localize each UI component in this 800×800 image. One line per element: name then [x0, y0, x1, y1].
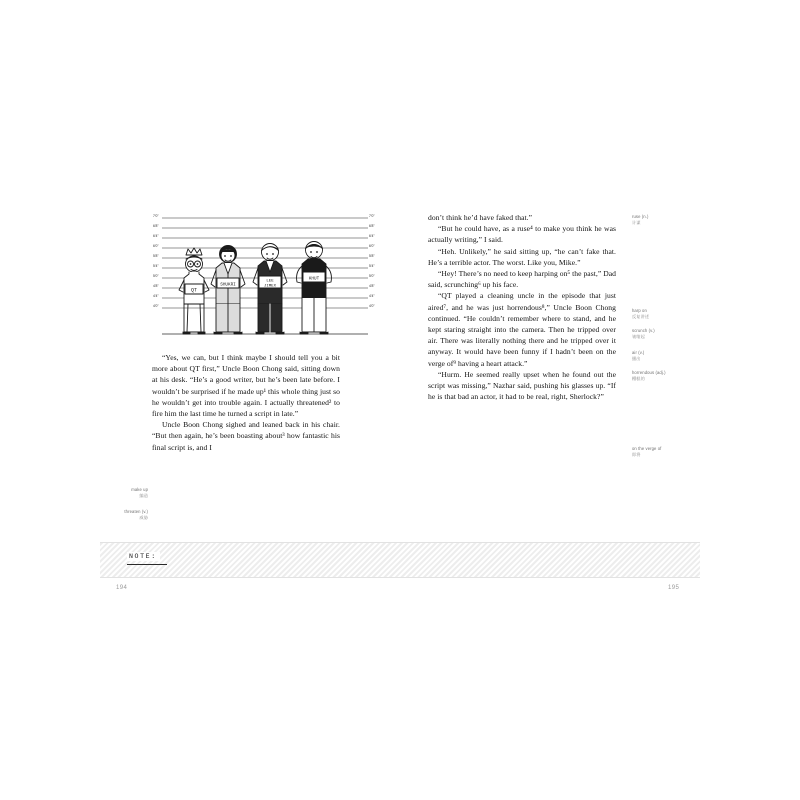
svg-text:5'4": 5'4": [153, 264, 159, 268]
book-spread: [100, 200, 700, 600]
margin-note-translation: 即将: [632, 452, 641, 457]
paragraph: Uncle Boon Chong sighed and leaned back in his chair. “But then again, he’s been boasting about³ how fantastic his final script is, and I: [152, 420, 340, 452]
margin-note-term: ruse (n.): [632, 214, 649, 219]
police-lineup-illustration: [152, 212, 378, 342]
svg-text:5'0": 5'0": [369, 274, 375, 278]
margin-note: [632, 350, 678, 362]
svg-text:5'8": 5'8": [369, 254, 375, 258]
margin-note-term: on the verge of: [632, 446, 662, 451]
svg-text:LEE: LEE: [266, 279, 274, 284]
svg-text:4'0": 4'0": [153, 304, 159, 308]
svg-text:6'0": 6'0": [369, 244, 375, 248]
left-page-text: [152, 352, 340, 453]
margin-note-translation: 播出: [632, 356, 641, 361]
svg-text:4'0": 4'0": [369, 304, 375, 308]
margin-note-translation: 糟糕的: [632, 376, 645, 381]
right-page-text: [428, 212, 616, 402]
margin-note: [632, 446, 678, 458]
note-strip: [100, 542, 700, 578]
svg-text:4'8": 4'8": [369, 284, 375, 288]
note-label: NOTE:: [127, 552, 160, 561]
svg-text:6'8": 6'8": [153, 224, 159, 228]
svg-text:4'4": 4'4": [369, 294, 375, 298]
left-page: [100, 200, 400, 600]
margin-note: [102, 509, 148, 521]
margin-note: [632, 214, 678, 226]
svg-text:5'8": 5'8": [153, 254, 159, 258]
paragraph: “QT played a cleaning uncle in the episode that just aired⁷, and he was just horrendous⁸,” Uncle Boon Chong continued. “He couldn’t remember where to stand, and he kept staring straight into the camera. Then he tripped over air. There was literally nothing there and he tripped over it anyway. It would have been funny if I hadn’t been on the verge of⁹ having a heart attack.”: [428, 291, 616, 368]
margin-note: [632, 308, 678, 320]
margin-note-translation: 计谋: [632, 220, 641, 225]
paragraph: don’t think he’d have faked that.”: [428, 213, 533, 222]
folio-right: 195: [668, 585, 680, 591]
svg-text:KHUT: KHUT: [308, 276, 320, 282]
svg-text:6'4": 6'4": [369, 234, 375, 238]
paragraph: “But he could have, as a ruse⁴ to make you think he was actually writing,” I said.: [428, 224, 616, 245]
svg-text:6'4": 6'4": [153, 234, 159, 238]
margin-note-term: make up: [131, 487, 148, 492]
paragraph: “Hey! There’s no need to keep harping on⁵ the past,” Dad said, scrunching⁶ up his face.: [428, 269, 617, 290]
margin-note-term: horrendous (adj.): [632, 370, 666, 375]
margin-note-translation: 编造: [139, 493, 148, 498]
svg-text:4'4": 4'4": [153, 294, 159, 298]
margin-note-term: air (v.): [632, 350, 645, 355]
folio-left: 194: [116, 585, 128, 591]
svg-text:4'8": 4'8": [153, 284, 159, 288]
svg-text:6'8": 6'8": [369, 224, 375, 228]
svg-text:SHUKRI: SHUKRI: [220, 282, 236, 288]
note-label-underline: [127, 564, 167, 565]
svg-text:6'0": 6'0": [153, 244, 159, 248]
margin-note: [632, 328, 678, 340]
paragraph: “Hurm. He seemed really upset when he found out the script was missing,” Nazhar said, pushing his glasses up. “If he is that bad an actor, it had to be real, right, Sherlock?”: [428, 369, 616, 402]
margin-note-term: harp on: [632, 308, 647, 313]
margin-note-term: threaten (v.): [124, 509, 148, 514]
margin-note-translation: 皱缩起: [632, 334, 645, 339]
svg-text:7'0": 7'0": [369, 214, 375, 218]
svg-text:7'0": 7'0": [153, 214, 159, 218]
paragraph: “Yes, we can, but I think maybe I should tell you a bit more about QT first,” Uncle Boon Chong said, sitting down at his desk. “He’s a good writer, but he’s been late before. I wouldn’t be surprised if he made up¹ this whole thing just so he wouldn’t get into trouble again. I actually threatened² to fire him the last time he turned a script in late.”: [152, 353, 340, 419]
margin-note: [102, 487, 148, 499]
svg-text:QT: QT: [190, 287, 198, 294]
svg-text:5'0": 5'0": [153, 274, 159, 278]
svg-text:5'4": 5'4": [369, 264, 375, 268]
paragraph: “Heh. Unlikely,” he said sitting up, “he can’t fake that. He’s a terrible actor. The worst. Like you, Mike.”: [428, 246, 616, 267]
margin-note-translation: 威胁: [139, 515, 148, 520]
svg-text:JIMEX: JIMEX: [263, 284, 277, 289]
margin-note-term: scrunch (v.): [632, 328, 655, 333]
margin-note-translation: 反复讲述: [632, 314, 650, 319]
margin-note: [632, 370, 678, 382]
right-page: [400, 200, 700, 600]
